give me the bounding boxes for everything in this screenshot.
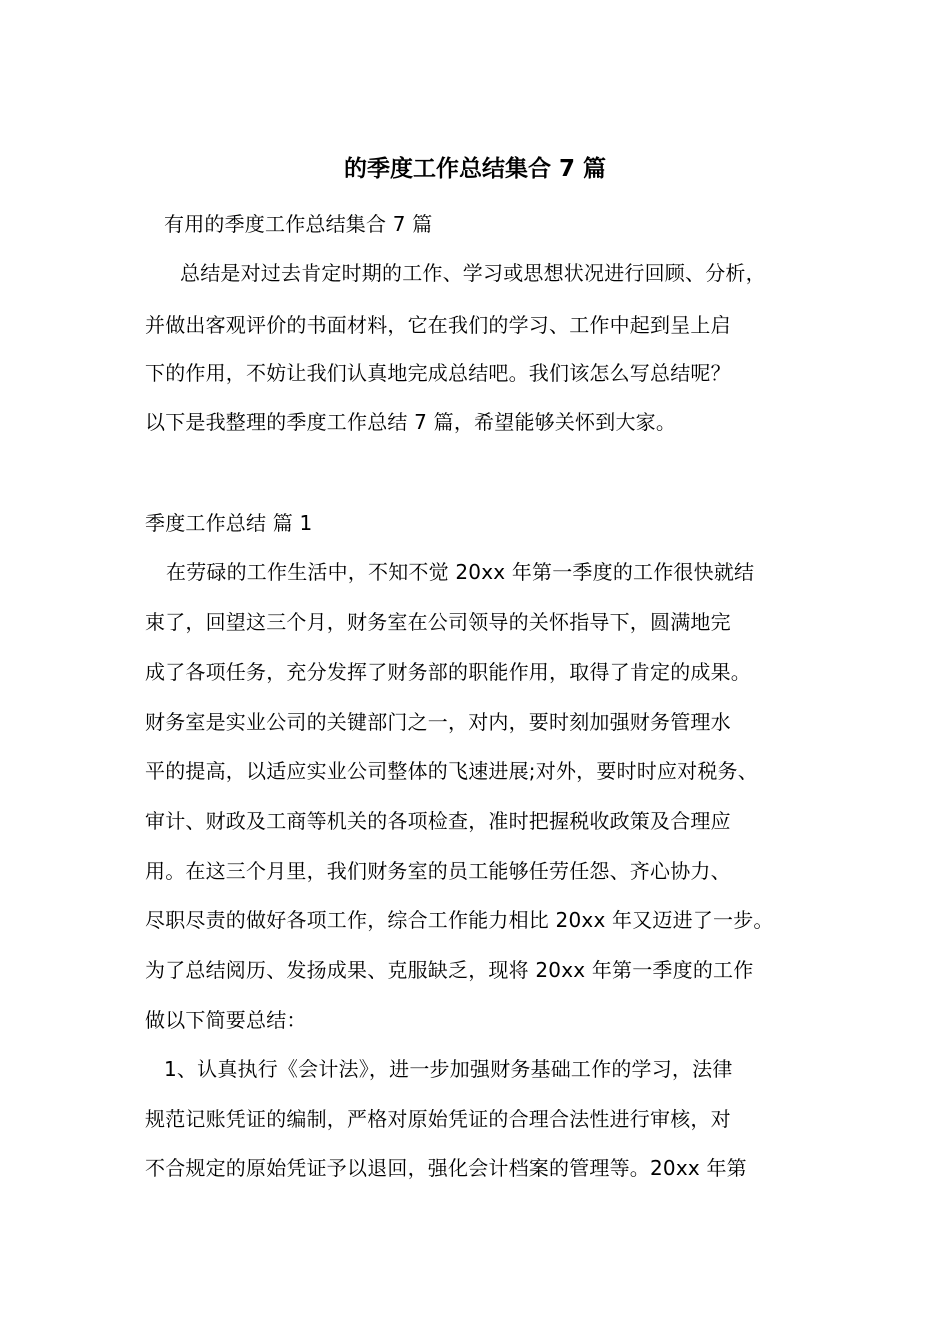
- body-line: 平的提高，以适应实业公司整体的飞速进展;对外，要时时应对税务、: [145, 759, 758, 783]
- body-line: 在劳碌的工作生活中，不知不觉 20xx 年第一季度的工作很快就结: [166, 560, 755, 584]
- intro-line: 并做出客观评价的书面材料，它在我们的学习、工作中起到呈上启: [145, 313, 731, 337]
- body-line: 为了总结阅历、发扬成果、克服缺乏，现将 20xx 年第一季度的工作: [145, 958, 754, 982]
- document-title: 的季度工作总结集合 7 篇: [343, 156, 607, 182]
- intro-line: 下的作用，不妨让我们认真地完成总结吧。我们该怎么写总结呢？: [145, 361, 731, 385]
- section-heading: 季度工作总结 篇 1: [145, 511, 313, 535]
- body-line: 审计、财政及工商等机关的各项检查，准时把握税收政策及合理应: [145, 809, 731, 833]
- body-line: 用。在这三个月里，我们财务室的员工能够任劳任怨、齐心协力、: [145, 859, 731, 883]
- document-subtitle: 有用的季度工作总结集合 7 篇: [164, 212, 433, 236]
- body-line: 成了各项任务，充分发挥了财务部的职能作用，取得了肯定的成果。: [145, 660, 751, 684]
- list-item-line: 1、认真执行《会计法》，进一步加强财务基础工作的学习，法律: [164, 1057, 733, 1081]
- body-line: 束了，回望这三个月，财务室在公司领导的关怀指导下，圆满地完: [145, 610, 731, 634]
- intro-line: 以下是我整理的季度工作总结 7 篇，希望能够关怀到大家。: [145, 410, 677, 434]
- list-item-line: 不合规定的原始凭证予以退回，强化会计档案的管理等。20xx 年第: [145, 1156, 747, 1180]
- body-line: 财务室是实业公司的关键部门之一，对内，要时刻加强财务管理水: [145, 710, 731, 734]
- body-line: 尽职尽责的做好各项工作，综合工作能力相比 20xx 年又迈进了一步。: [145, 908, 774, 932]
- body-line: 做以下简要总结：: [145, 1008, 307, 1032]
- list-item-line: 规范记账凭证的编制，严格对原始凭证的合理合法性进行审核，对: [145, 1107, 731, 1131]
- intro-line: 总结是对过去肯定时期的工作、学习或思想状况进行回顾、分析，: [180, 261, 766, 285]
